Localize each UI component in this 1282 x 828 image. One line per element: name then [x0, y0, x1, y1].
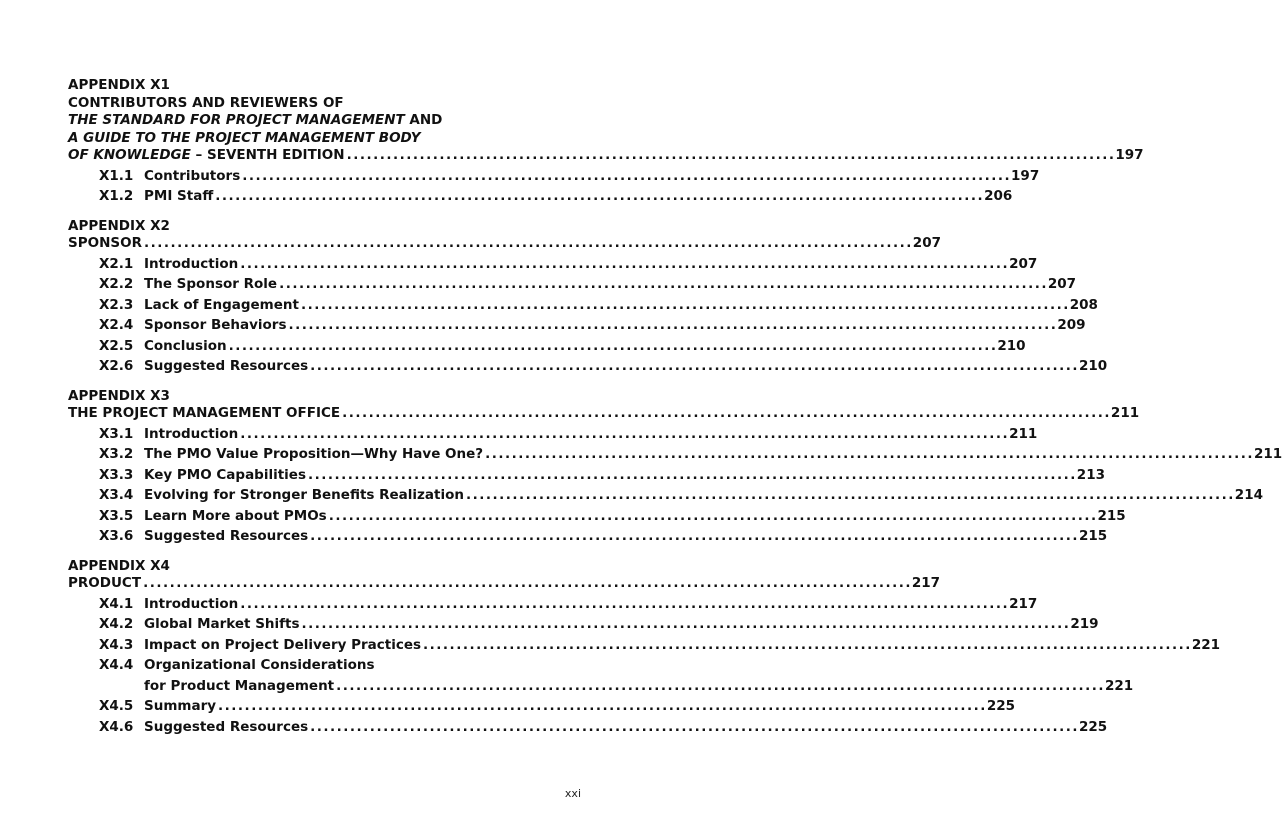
entry-number: X4.6 [99, 718, 134, 735]
page-number: 209 [1057, 317, 1086, 333]
entry-title: Key PMO Capabilities [144, 466, 306, 483]
dot-leader [302, 616, 1068, 634]
toc-entry[interactable] [68, 657, 1134, 698]
entry-number: X3.4 [99, 487, 134, 503]
dot-leader [485, 446, 1251, 464]
page-number: 213 [1076, 466, 1105, 483]
entry-title: Contributors [144, 167, 241, 184]
dot-leader [240, 596, 1006, 614]
entry-number: X4.3 [99, 636, 134, 653]
page-number: 225 [1078, 718, 1108, 735]
page-number: 211 [1110, 405, 1140, 421]
entry-number: X2.3 [99, 296, 134, 313]
toc-entry[interactable] [68, 616, 1099, 637]
dot-leader [218, 698, 984, 716]
dot-leader [308, 467, 1074, 485]
page-number: 215 [1078, 528, 1108, 544]
toc-entry[interactable] [68, 276, 1077, 297]
dot-leader [301, 297, 1067, 315]
appendix-label: APPENDIX X3 [68, 387, 170, 404]
toc-entry[interactable] [68, 358, 1108, 379]
toc-entry[interactable] [68, 147, 1144, 168]
entry-title: Suggested Resources [144, 358, 309, 374]
appendix-title: THE PROJECT MANAGEMENT OFFICE [68, 405, 341, 421]
title-rest: AND [404, 112, 443, 128]
table-of-contents [68, 77, 1282, 748]
page-folio: xxi [564, 787, 581, 800]
entry-number: X2.5 [99, 337, 134, 354]
dot-leader [144, 235, 910, 253]
entry-number: X3.3 [99, 466, 134, 483]
entry-title: Learn More about PMOs [144, 507, 327, 524]
toc-entry[interactable] [68, 425, 1038, 447]
entry-number: X3.6 [99, 528, 134, 544]
appendix-label: APPENDIX X4 [68, 557, 170, 574]
entry-title: Summary [144, 698, 217, 714]
italic-title: OF KNOWLEDGE [68, 147, 191, 163]
entry-number: X4.4 [99, 657, 134, 673]
entry-number: X3.5 [99, 507, 134, 524]
dot-leader [242, 168, 1008, 186]
toc-entry[interactable] [68, 507, 1126, 529]
dot-leader [229, 338, 995, 356]
dot-leader [310, 719, 1076, 737]
toc-entry[interactable] [68, 235, 941, 256]
appendix-title: SPONSOR [68, 235, 142, 251]
entry-number: X4.5 [99, 698, 134, 714]
entry-title: Evolving for Stronger Benefits Realization [144, 487, 464, 503]
page-number: 215 [1097, 507, 1126, 524]
page-number: 214 [1234, 487, 1263, 503]
appendix-x4 [68, 557, 1221, 740]
dot-leader [143, 575, 909, 593]
dot-leader [279, 276, 1045, 294]
entry-title: Suggested Resources [144, 528, 309, 544]
appendix-label: APPENDIX X1 [68, 77, 170, 93]
page-number: 221 [1104, 677, 1134, 694]
dot-leader [329, 508, 1095, 526]
page-number: 217 [1009, 595, 1038, 612]
toc-entry[interactable] [68, 466, 1105, 488]
entry-title-continued: for Product Management [144, 677, 335, 694]
page-number: 210 [997, 337, 1026, 354]
toc-entry[interactable] [68, 446, 1282, 467]
appendix-title-line: CONTRIBUTORS AND REVIEWERS OF [68, 94, 344, 111]
page-number: 207 [1047, 276, 1077, 292]
appendix-x3 [68, 387, 1282, 549]
page-number: 211 [1253, 446, 1282, 462]
entry-title: Suggested Resources [144, 718, 309, 735]
entry-number: X3.1 [99, 425, 134, 442]
dot-leader [347, 147, 1113, 165]
appendix-title: PRODUCT [68, 575, 142, 591]
toc-entry[interactable] [68, 575, 941, 596]
dot-leader [423, 637, 1189, 655]
entry-title: PMI Staff [144, 188, 214, 204]
entry-title: The Sponsor Role [144, 276, 278, 292]
page-number: 221 [1191, 636, 1221, 653]
page-number: 211 [1009, 425, 1038, 442]
appendix-title-line [68, 112, 562, 130]
toc-entry[interactable] [68, 636, 1221, 658]
entry-title: Introduction [144, 595, 239, 612]
italic-title: THE STANDARD FOR PROJECT MANAGEMENT [68, 112, 405, 128]
entry-number: X3.2 [99, 446, 134, 462]
page-number: 225 [986, 698, 1016, 714]
appendix-x1 [68, 77, 1144, 209]
page-number: 197 [1011, 167, 1040, 184]
entry-title: Sponsor Behaviors [144, 317, 287, 333]
page-number: 207 [1009, 255, 1038, 272]
entry-number: X2.2 [99, 276, 134, 292]
toc-entry[interactable] [68, 317, 1086, 338]
title-rest: – SEVENTH EDITION [190, 147, 345, 163]
appendix-label: APPENDIX X2 [68, 217, 170, 234]
entry-title: Conclusion [144, 337, 227, 354]
dot-leader [289, 317, 1055, 335]
entry-number: X2.4 [99, 317, 134, 333]
dot-leader [310, 358, 1076, 376]
entry-number: X1.2 [99, 188, 134, 204]
entry-title: Organizational Considerations [144, 657, 375, 673]
entry-title: Introduction [144, 425, 239, 442]
dot-leader [466, 487, 1232, 505]
dot-leader [215, 188, 981, 206]
dot-leader [240, 426, 1006, 444]
dot-leader [336, 678, 1102, 696]
toc-entry[interactable] [68, 188, 1013, 209]
appendix-title-line: A GUIDE TO THE PROJECT MANAGEMENT BODY [68, 129, 421, 146]
toc-entry[interactable] [68, 487, 1263, 508]
entry-title-continued-row [144, 678, 1133, 699]
entry-title: Global Market Shifts [144, 616, 300, 632]
toc-entry[interactable] [68, 167, 1040, 189]
entry-number: X1.1 [99, 167, 134, 184]
dot-leader [310, 528, 1076, 546]
appendix-x2 [68, 217, 1108, 379]
toc-entry[interactable] [68, 718, 1108, 740]
page-number: 206 [984, 188, 1013, 204]
entry-number: X2.6 [99, 358, 134, 374]
entry-number: X2.1 [99, 255, 134, 272]
entry-two-line [144, 657, 1133, 698]
entry-title: Lack of Engagement [144, 296, 299, 313]
page-number: 197 [1115, 147, 1144, 163]
entry-title: Impact on Project Delivery Practices [144, 636, 422, 653]
toc-entry[interactable] [68, 528, 1108, 549]
entry-number: X4.1 [99, 595, 134, 612]
toc-entry[interactable] [68, 405, 1140, 426]
entry-number: X4.2 [99, 616, 134, 632]
toc-entry[interactable] [68, 255, 1038, 277]
toc-entry[interactable] [68, 337, 1026, 359]
page-number: 217 [911, 575, 941, 591]
entry-title: The PMO Value Proposition—Why Have One? [144, 446, 484, 462]
page-number: 219 [1070, 616, 1099, 632]
page-number: 208 [1069, 296, 1098, 313]
entry-title: Introduction [144, 255, 239, 272]
page-number: 210 [1078, 358, 1108, 374]
toc-entry[interactable] [68, 698, 1016, 719]
toc-entry[interactable] [68, 595, 1038, 617]
toc-entry[interactable] [68, 296, 1098, 318]
page-number: 207 [912, 235, 941, 251]
dot-leader [240, 256, 1006, 274]
dot-leader [342, 405, 1108, 423]
